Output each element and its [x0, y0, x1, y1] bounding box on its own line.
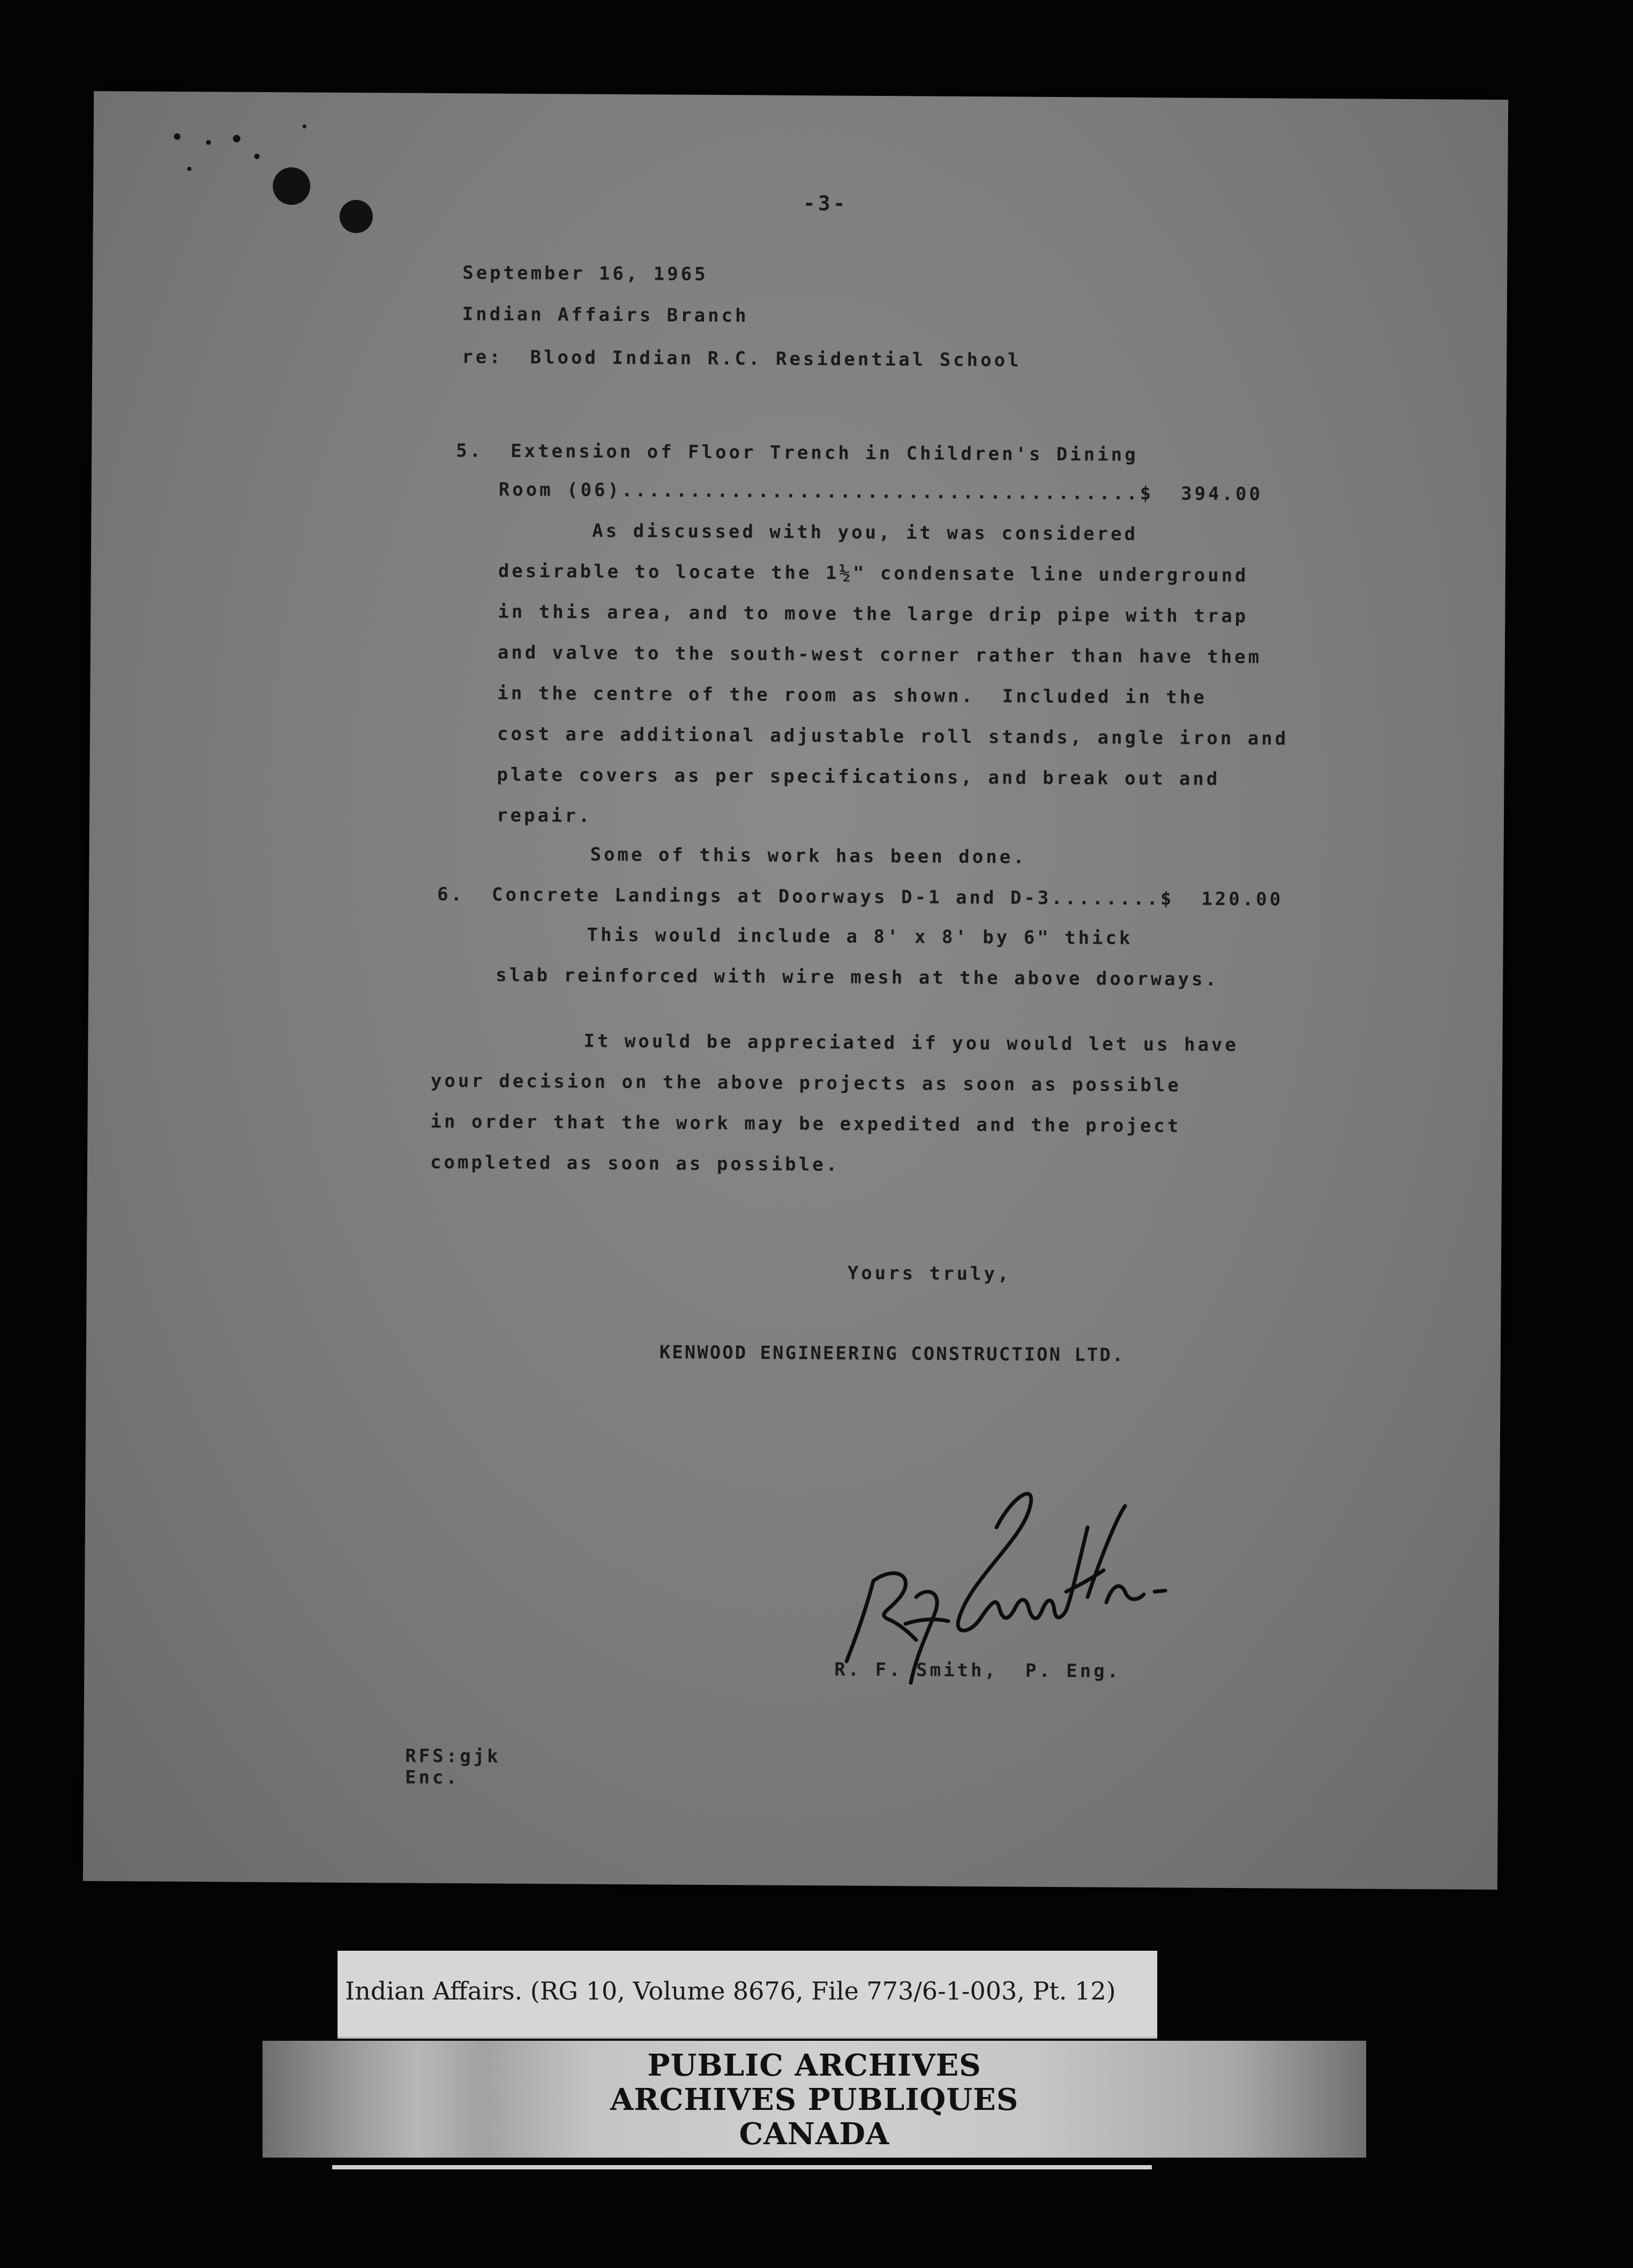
item5-body-line: in this area, and to move the large drip pipe with trap	[498, 601, 1249, 628]
item5-body-line: plate covers as per specifications, and break out and	[497, 764, 1220, 790]
letter-page	[83, 91, 1508, 1890]
item5-cost-line: Room (06)......................................$ 394.00	[498, 479, 1263, 505]
bottom-rule	[332, 2165, 1152, 2169]
archive-stamp-line2: ARCHIVES PUBLIQUES	[610, 2082, 1019, 2117]
page-number: -3-	[803, 191, 848, 215]
enclosure-note: Enc.	[404, 1766, 460, 1789]
ink-speck	[273, 167, 310, 205]
ink-speck	[174, 133, 181, 140]
ink-speck	[303, 124, 306, 128]
item5-note: Some of this work has been done.	[590, 844, 1027, 868]
item5-body-line: and valve to the south-west corner rather than have them	[497, 641, 1262, 668]
closing-paragraph-line: It would be appreciated if you would let us have	[583, 1030, 1239, 1056]
item5-heading: 5. Extension of Floor Trench in Children's Dining	[456, 440, 1138, 466]
archive-reference-text: Indian Affairs. (RG 10, Volume 8676, File 773/6-1-003, Pt. 12)	[345, 1976, 1116, 2005]
ink-speck	[254, 154, 259, 159]
item5-body-line: As discussed with you, it was considered	[592, 520, 1138, 545]
company-name: KENWOOD ENGINEERING CONSTRUCTION LTD.	[659, 1341, 1125, 1366]
closing-paragraph-line: completed as soon as possible.	[430, 1151, 840, 1176]
reference-initials: RFS:gjk	[405, 1745, 501, 1767]
signature-drawing	[836, 1463, 1168, 1693]
ink-speck	[233, 135, 241, 143]
handwritten-signature	[836, 1463, 1168, 1693]
item6-heading: 6. Concrete Landings at Doorways D-1 and D-3........$ 120.00	[437, 883, 1284, 911]
letter-subject: re: Blood Indian R.C. Residential School	[462, 346, 1022, 371]
ink-speck	[340, 200, 373, 233]
archive-reference-label	[338, 1951, 1157, 2039]
item6-body-line: slab reinforced with wire mesh at the above doorways.	[496, 964, 1219, 990]
salutation: Yours truly,	[847, 1262, 1012, 1285]
item5-body-line: desirable to locate the 1½" condensate line underground	[498, 560, 1249, 587]
closing-paragraph-line: in order that the work may be expedited and the project	[430, 1110, 1181, 1137]
closing-paragraph-line: your decision on the above projects as soon as possible	[430, 1070, 1181, 1096]
item5-body-line: in the centre of the room as shown. Included in the	[497, 682, 1207, 708]
archive-stamp-line1: PUBLIC ARCHIVES	[647, 2048, 982, 2083]
archive-stamp	[263, 2041, 1366, 2158]
ink-speck	[187, 167, 191, 171]
item5-body-line: cost are additional adjustable roll stands, angle iron and	[497, 723, 1289, 750]
letter-addressee: Indian Affairs Branch	[462, 303, 749, 327]
signatory-name: R. F. Smith, P. Eng.	[834, 1659, 1121, 1682]
ink-speck	[206, 140, 211, 145]
archive-stamp-line3: CANADA	[739, 2116, 890, 2152]
item6-body-line: This would include a 8' x 8' by 6" thick	[587, 924, 1133, 949]
letter-date: September 16, 1965	[462, 262, 708, 285]
item5-body-line: repair.	[496, 804, 593, 827]
